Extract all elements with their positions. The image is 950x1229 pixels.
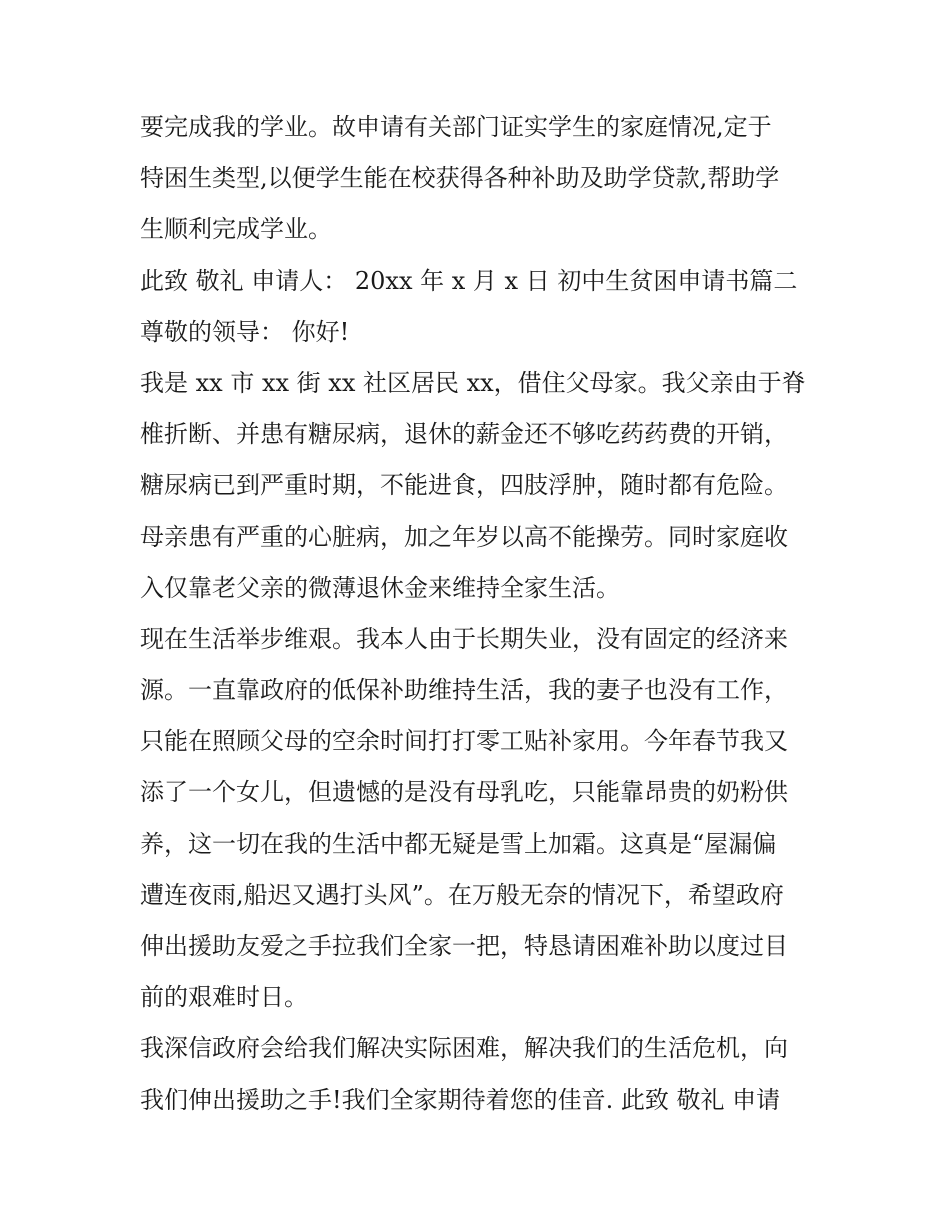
text-line: 入仅靠老父亲的微薄退休金来维持全家生活。 — [140, 573, 620, 602]
text-line: 遭连夜雨,船迟又遇打头风”。在万般无奈的情况下，希望政府 — [140, 880, 784, 909]
text-line: 我是 xx 市 xx 街 xx 社区居民 xx，借住父母家。我父亲由于脊 — [140, 368, 806, 397]
text-line: 前的艰难时日。 — [140, 983, 308, 1012]
text-line: 椎折断、并患有糖尿病，退休的薪金还不够吃药药费的开销， — [140, 420, 788, 449]
document-body — [140, 102, 830, 1126]
text-line: 源。一直靠政府的低保补助维持生活，我的妻子也没有工作， — [140, 676, 788, 705]
text-line: 尊敬的领导： 你好! — [140, 317, 350, 346]
text-line: 特困生类型,以便学生能在校获得各种补助及助学贷款,帮助学 — [140, 164, 780, 193]
text-line: 现在生活举步维艰。我本人由于长期失业，没有固定的经济来 — [140, 624, 788, 653]
text-line: 伸出援助友爱之手拉我们全家一把，特恳请困难补助以度过目 — [140, 932, 788, 960]
text-line: 母亲患有严重的心脏病，加之年岁以高不能操劳。同时家庭收 — [140, 522, 788, 551]
text-line: 生顺利完成学业。 — [140, 215, 332, 244]
text-line: 此致 敬礼 申请人： 20xx 年 x 月 x 日 初中生贫困申请书篇二 — [140, 266, 798, 295]
text-line: 只能在照顾父母的空余时间打打零工贴补家用。今年春节我又 — [140, 727, 788, 756]
text-line: 我深信政府会给我们解决实际困难，解决我们的生活危机，向 — [140, 1034, 788, 1063]
text-line: 糖尿病已到严重时期，不能进食，四肢浮肿，随时都有危险。 — [140, 471, 788, 500]
text-line: 我们伸出援助之手!我们全家期待着您的佳音. 此致 敬礼 申请 — [140, 1085, 781, 1114]
text-line: 要完成我的学业。故申请有关部门证实学生的家庭情况,定于 — [140, 113, 772, 141]
text-line: 添了一个女儿，但遗憾的是没有母乳吃，只能靠昂贵的奶粉供 — [140, 778, 788, 807]
text-line: 养，这一切在我的生活中都无疑是雪上加霜。这真是“屋漏偏 — [140, 829, 777, 858]
